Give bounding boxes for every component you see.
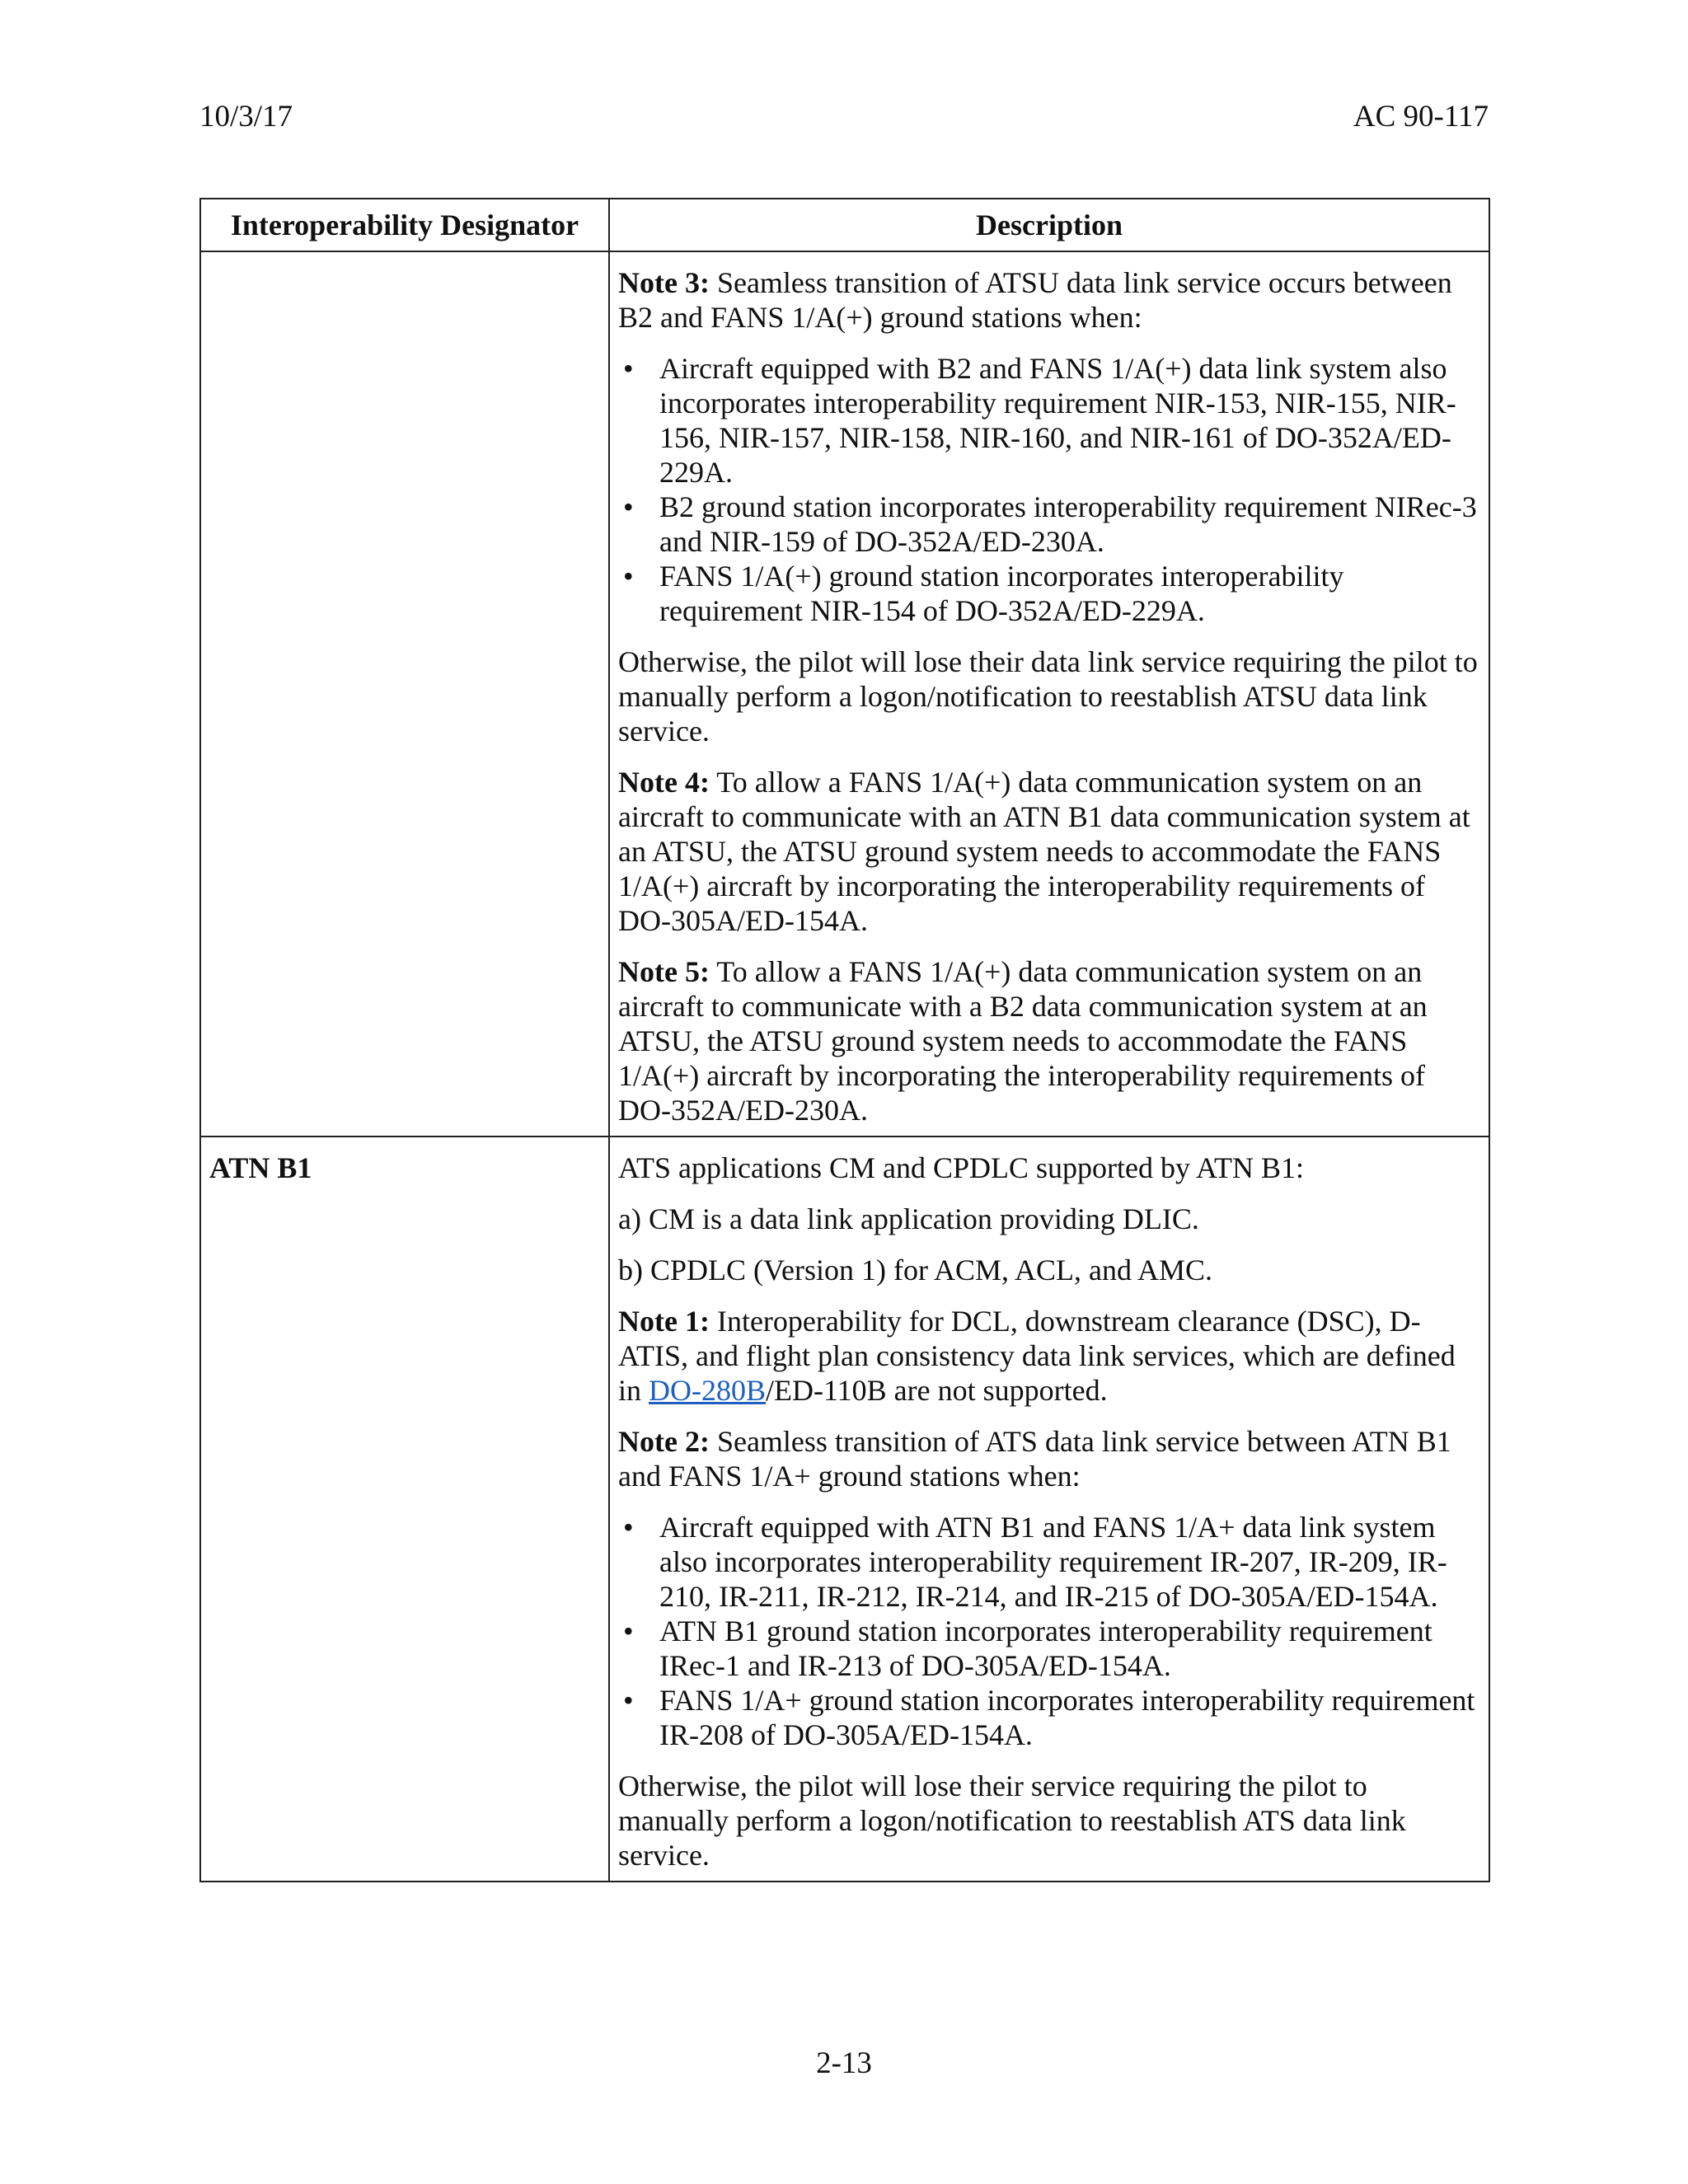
- otherwise-paragraph: Otherwise, the pilot will lose their service requiring the pilot to manually perform a logon/notification to reestablish ATS data link service.: [618, 1769, 1406, 1872]
- page-number: 2-13: [816, 2046, 872, 2080]
- list-item: • ATN B1 ground station incorporates interoperability requirement IRec-1 and IR-213 of DO-305A/ED-154A.: [659, 1614, 1480, 1683]
- note-label: Note 1:: [618, 1305, 710, 1338]
- note-5: [618, 954, 1480, 1127]
- header-doc-id: AC 90-117: [1353, 100, 1489, 134]
- list-item: • FANS 1/A+ ground station incorporates interoperability requirement IR-208 of DO-305A/ED-154A.: [659, 1683, 1480, 1752]
- list-item: • Aircraft equipped with ATN B1 and FANS 1/A+ data link system also incorporates interoperability requirement IR-207, IR-209, IR-210, IR-211, IR-212, IR-214, and IR-215 of DO-305A/ED-154A.: [659, 1510, 1480, 1614]
- bullet-list: [618, 351, 1480, 628]
- note-label: Note 5:: [618, 955, 710, 988]
- table-row: [200, 1137, 1489, 1882]
- note-2: [618, 1424, 1480, 1493]
- table-header-row: [200, 199, 1489, 251]
- note-text: Seamless transition of ATS data link service between ATN B1 and FANS 1/A+ ground stations when:: [618, 1425, 1451, 1493]
- table-row: [200, 251, 1489, 1137]
- note-1: [618, 1304, 1480, 1408]
- note-3: [618, 265, 1480, 335]
- note-text: Interoperability for DCL, downstream clearance (DSC), D-ATIS, and flight plan consistency data link services, which are defined in: [618, 1305, 1456, 1407]
- note-text: To allow a FANS 1/A(+) data communication system on an aircraft to communicate with a B2 data communication system at an ATSU, the ATSU ground system needs to accommodate the FANS 1/A(+) aircraft by incorporating the interoperability requirements of DO-352A/ED-230A.: [618, 955, 1428, 1127]
- note-label: Note 4:: [618, 766, 710, 799]
- description-cell: [609, 251, 1489, 1137]
- otherwise-paragraph: Otherwise, the pilot will lose their data link service requiring the pilot to manually perform a logon/notification to reestablish ATSU data link service.: [618, 645, 1478, 748]
- note-label: Note 2:: [618, 1425, 710, 1458]
- list-item: • Aircraft equipped with B2 and FANS 1/A(+) data link system also incorporates interoperability requirement NIR-153, NIR-155, NIR-156, NIR-157, NIR-158, NIR-160, and NIR-161 of DO-352A/ED-229A.: [659, 351, 1480, 490]
- list-item: • B2 ground station incorporates interoperability requirement NIRec-3 and NIR-159 of DO-352A/ED-230A.: [659, 490, 1480, 559]
- do-280b-link[interactable]: DO-280B: [649, 1374, 767, 1407]
- description-cell: [609, 1137, 1489, 1882]
- bullet-list: [618, 1510, 1480, 1752]
- note-label: Note 3:: [618, 266, 710, 299]
- designator-cell: [200, 251, 609, 1137]
- header-date: 10/3/17: [199, 100, 293, 134]
- note-text: Seamless transition of ATSU data link service occurs between B2 and FANS 1/A(+) ground stations when:: [618, 266, 1452, 334]
- column-header-description: Description: [609, 199, 1489, 251]
- list-item: • FANS 1/A(+) ground station incorporates interoperability requirement NIR-154 of DO-352A/ED-229A.: [659, 559, 1480, 628]
- intro-paragraph: ATS applications CM and CPDLC supported by ATN B1:: [618, 1151, 1305, 1184]
- item-b: b) CPDLC (Version 1) for ACM, ACL, and AMC.: [618, 1254, 1213, 1286]
- designator-cell: ATN B1: [200, 1137, 609, 1882]
- column-header-designator: Interoperability Designator: [200, 199, 609, 251]
- interoperability-table: [199, 198, 1490, 1882]
- note-text: /ED-110B are not supported.: [766, 1374, 1108, 1407]
- note-text: To allow a FANS 1/A(+) data communication system on an aircraft to communicate with an ATN B1 data communication system at an ATSU, the ATSU ground system needs to accommodate the FANS 1/A(+) aircraft by incorporating the interoperability requirements of DO-305A/ED-154A.: [618, 766, 1470, 937]
- item-a: a) CM is a data link application providing DLIC.: [618, 1202, 1199, 1235]
- note-4: [618, 765, 1480, 938]
